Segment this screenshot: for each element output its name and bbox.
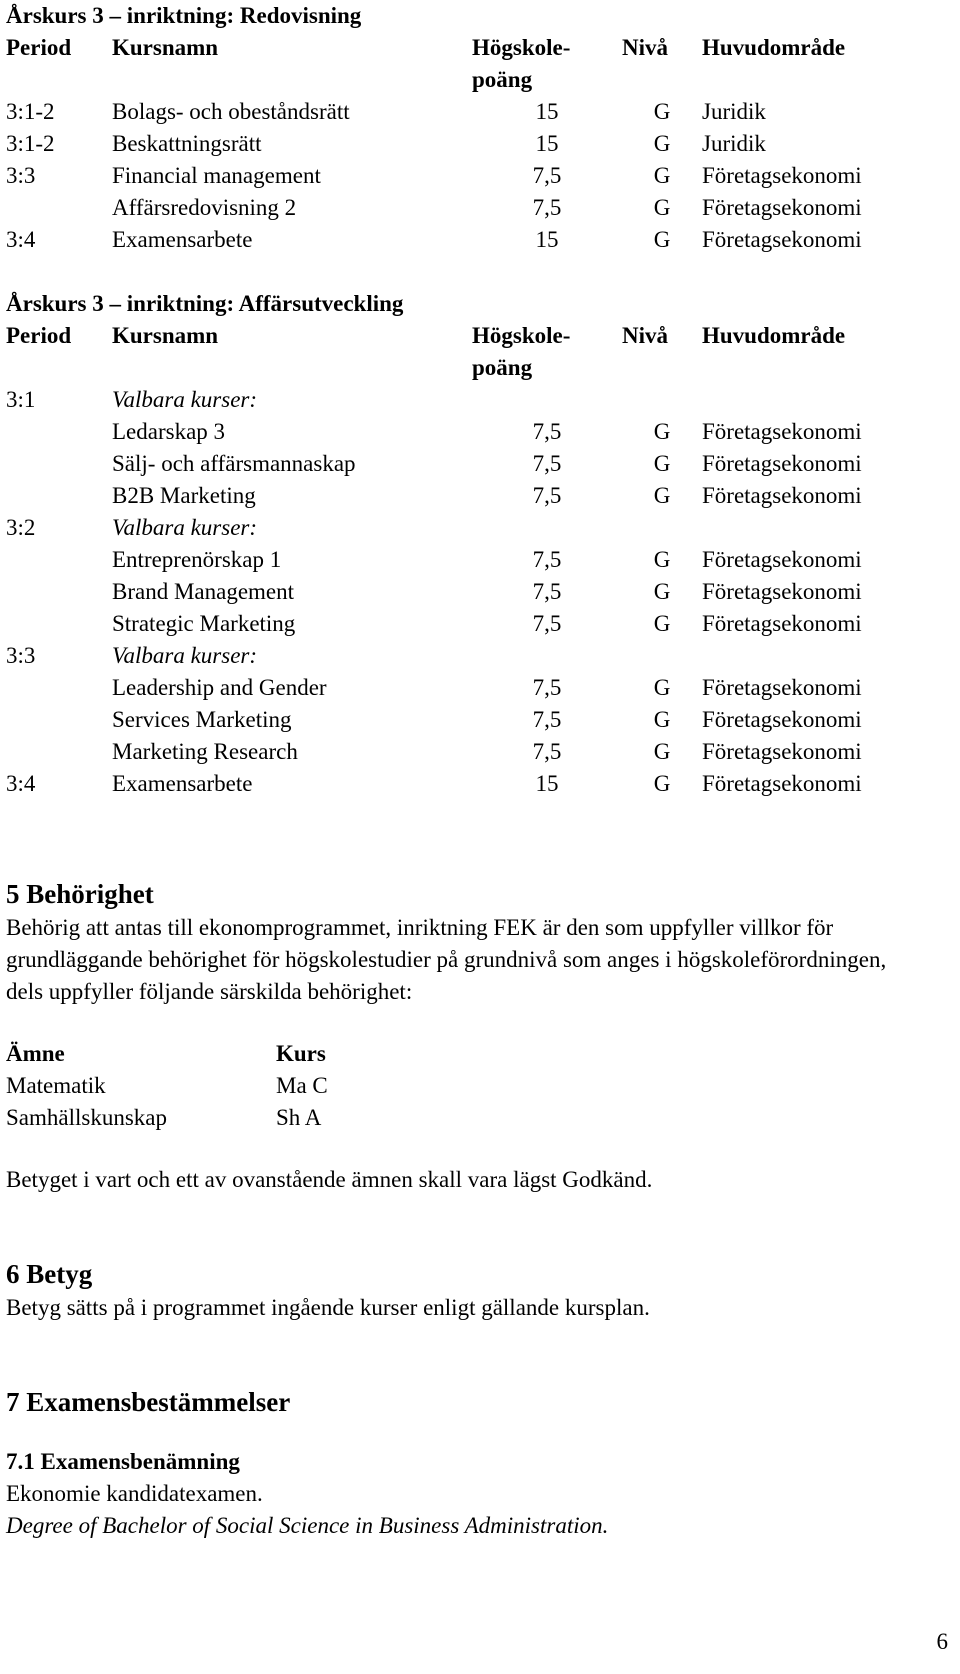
optional-label: Valbara kurser: [112, 643, 258, 668]
header-period: Period [6, 323, 72, 348]
row-points: 7,5 [532, 707, 562, 732]
group-row [6, 384, 906, 416]
table-row [6, 416, 906, 448]
table-row [6, 480, 906, 512]
row-subject: Samhällskunskap [6, 1105, 167, 1130]
row-period: 3:1-2 [6, 131, 55, 156]
section-title: Årskurs 3 – inriktning: Redovisning [6, 3, 362, 28]
table-header-row [6, 1038, 328, 1070]
course-table-redovisning [6, 32, 906, 256]
degree-swedish: Ekonomie kandidatexamen. [6, 1481, 263, 1506]
row-points: 7,5 [532, 483, 562, 508]
header-level: Nivå [622, 323, 668, 348]
section-redovisning [6, 0, 946, 256]
row-level: G [653, 131, 671, 156]
header-course: Kursnamn [112, 35, 219, 60]
paragraph: Behörig att antas till ekonomprogrammet, inriktning FEK är den som uppfyller villkor för grundläggande behörighet för högskolestudier på grundnivå som anges i högskoleförordningen, dels uppfyller följande särskilda behörighet: [6, 915, 887, 1004]
group-period: 3:3 [6, 643, 36, 668]
row-course: Sh A [276, 1105, 322, 1130]
table-header-spacer [6, 352, 906, 384]
row-level: G [653, 579, 671, 604]
group-period: 3:1 [6, 387, 36, 412]
table-row [6, 128, 906, 160]
table-row [6, 1070, 328, 1102]
paragraph: Betyget i vart och ett av ovanstående ämnen skall vara lägst Godkänd. [6, 1167, 653, 1192]
header-points-line1: Högskole- [472, 323, 571, 348]
section-affarsutveckling [6, 288, 946, 800]
section-heading: 5 Behörighet [6, 879, 154, 909]
section-title: Årskurs 3 – inriktning: Affärsutveckling [6, 291, 404, 316]
header-subject: Ämne [6, 1041, 65, 1066]
row-course: Sälj- och affärsmannaskap [112, 451, 356, 476]
row-points: 7,5 [532, 163, 562, 188]
row-course: Strategic Marketing [112, 611, 296, 636]
row-area: Företagsekonomi [702, 579, 862, 604]
row-area: Företagsekonomi [702, 195, 862, 220]
row-course: Beskattningsrätt [112, 131, 262, 156]
header-points-line2: poäng [472, 67, 533, 92]
row-course: Bolags- och obeståndsrätt [112, 99, 350, 124]
table-row [6, 192, 906, 224]
table-row [6, 704, 906, 736]
row-points: 15 [535, 131, 559, 156]
row-points: 7,5 [532, 739, 562, 764]
row-level: G [653, 739, 671, 764]
course-table-affarsutveckling [6, 320, 906, 800]
row-points: 15 [535, 99, 559, 124]
row-level: G [653, 163, 671, 188]
row-course: Ledarskap 3 [112, 419, 226, 444]
row-points: 7,5 [532, 419, 562, 444]
row-area: Företagsekonomi [702, 227, 862, 252]
row-area: Företagsekonomi [702, 419, 862, 444]
table-row [6, 576, 906, 608]
group-period: 3:2 [6, 515, 36, 540]
row-area: Företagsekonomi [702, 739, 862, 764]
row-area: Juridik [702, 131, 766, 156]
row-course: Services Marketing [112, 707, 292, 732]
optional-label: Valbara kurser: [112, 387, 258, 412]
row-level: G [653, 771, 671, 796]
paragraph: Betyg sätts på i programmet ingående kurser enligt gällande kursplan. [6, 1295, 650, 1320]
section-heading: 7 Examensbestämmelser [6, 1387, 291, 1417]
row-course: Brand Management [112, 579, 295, 604]
header-level: Nivå [622, 35, 668, 60]
row-level: G [653, 99, 671, 124]
row-area: Företagsekonomi [702, 451, 862, 476]
table-header-spacer [6, 64, 906, 96]
row-points: 7,5 [532, 547, 562, 572]
row-area: Företagsekonomi [702, 675, 862, 700]
row-level: G [653, 483, 671, 508]
row-level: G [653, 611, 671, 636]
section-behorighet [6, 876, 946, 1196]
row-points: 15 [535, 771, 559, 796]
row-course: Examensarbete [112, 227, 253, 252]
table-row [6, 1102, 328, 1134]
header-points [472, 320, 622, 384]
table-header-row [6, 32, 906, 64]
section-betyg [6, 1256, 946, 1324]
row-level: G [653, 195, 671, 220]
row-level: G [653, 227, 671, 252]
row-period [6, 192, 112, 224]
header-period: Period [6, 35, 72, 60]
row-level: G [653, 419, 671, 444]
row-subject: Matematik [6, 1073, 106, 1098]
table-row [6, 768, 906, 800]
row-period: 3:1-2 [6, 99, 55, 124]
row-points: 7,5 [532, 451, 562, 476]
row-points: 7,5 [532, 579, 562, 604]
table-header-row [6, 320, 906, 352]
group-row [6, 512, 906, 544]
row-area: Företagsekonomi [702, 611, 862, 636]
row-area: Företagsekonomi [702, 483, 862, 508]
document-page [6, 0, 946, 1542]
group-row [6, 640, 906, 672]
row-period: 3:3 [6, 163, 36, 188]
spacer [6, 800, 946, 876]
row-level: G [653, 451, 671, 476]
row-area: Företagsekonomi [702, 547, 862, 572]
table-row [6, 224, 906, 256]
header-points-line1: Högskole- [472, 35, 571, 60]
table-row [6, 672, 906, 704]
requirements-table [6, 1038, 328, 1134]
row-course: Entreprenörskap 1 [112, 547, 282, 572]
table-row [6, 544, 906, 576]
table-row [6, 608, 906, 640]
header-course: Kursnamn [112, 323, 219, 348]
row-level: G [653, 547, 671, 572]
degree-english: Degree of Bachelor of Social Science in Business Administration. [6, 1513, 609, 1538]
row-area: Juridik [702, 99, 766, 124]
table-row [6, 96, 906, 128]
header-area: Huvudområde [702, 323, 846, 348]
row-course: Ma C [276, 1073, 328, 1098]
table-row [6, 448, 906, 480]
spacer [6, 256, 946, 288]
row-level: G [653, 707, 671, 732]
table-row [6, 736, 906, 768]
row-period: 3:4 [6, 227, 36, 252]
header-points-line2: poäng [472, 355, 533, 380]
header-area: Huvudområde [702, 35, 846, 60]
row-course: Affärsredovisning 2 [112, 195, 297, 220]
row-points: 7,5 [532, 675, 562, 700]
optional-label: Valbara kurser: [112, 515, 258, 540]
row-period: 3:4 [6, 771, 36, 796]
page-number: 6 [936, 1629, 948, 1654]
row-level: G [653, 675, 671, 700]
row-points: 15 [535, 227, 559, 252]
row-course: B2B Marketing [112, 483, 256, 508]
row-points: 7,5 [532, 195, 562, 220]
header-course: Kurs [276, 1041, 326, 1066]
subsection-heading: 7.1 Examensbenämning [6, 1449, 240, 1474]
row-area: Företagsekonomi [702, 163, 862, 188]
section-examen [6, 1384, 946, 1542]
row-course: Leadership and Gender [112, 675, 327, 700]
spacer [6, 1196, 946, 1256]
section-heading: 6 Betyg [6, 1259, 93, 1289]
row-course: Financial management [112, 163, 321, 188]
row-course: Examensarbete [112, 771, 253, 796]
header-points [472, 32, 622, 96]
spacer [6, 1324, 946, 1384]
row-points: 7,5 [532, 611, 562, 636]
row-area: Företagsekonomi [702, 771, 862, 796]
row-course: Marketing Research [112, 739, 298, 764]
table-row [6, 160, 906, 192]
row-area: Företagsekonomi [702, 707, 862, 732]
